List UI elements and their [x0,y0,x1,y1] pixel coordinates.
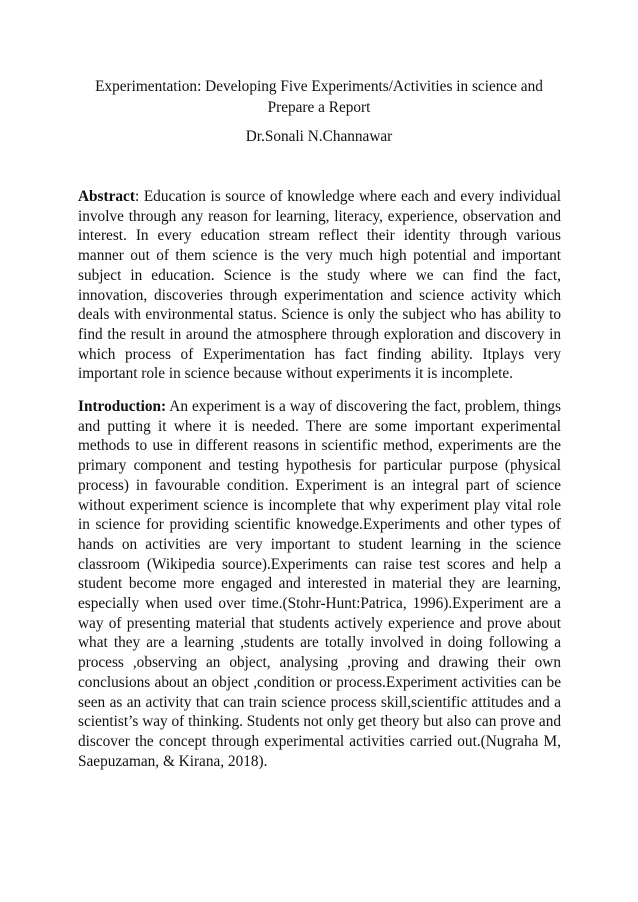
introduction-paragraph [78,397,561,771]
paper-title-line-1: Experimentation: Developing Five Experiments/Activities in science and [95,78,543,95]
abstract-text: : Education is source of knowledge where each and every individual involve through any reason for learning, literacy, experience, observation and interest. In every education stream reflect their identity through various manner out of them science is the very much high potential and important subject in education. Science is the study where we can find the fact, innovation, discoveries through experimentation and science activity which deals with environmental status. Science is only the subject who has ability to find the result in around the atmosphere through exploration and discovery in which process of Experimentation has fact finding ability. Itplays very important role in science because without experiments it is incomplete. [78,188,561,383]
paper-title-line-2: Prepare a Report [267,99,371,116]
paper-author: Dr.Sonali N.Channawar [245,128,393,145]
introduction-heading: Introduction: [78,398,167,415]
abstract-paragraph [78,187,561,384]
paper-title [60,76,578,118]
introduction-text: An experiment is a way of discovering the fact, problem, things and putting it where it is needed. There are some important experimental methods to use in different reasons in scientific method, experiments are the primary component and testing hypothesis for particular purpose (physical process) in favourable condition. Experiment is an integral part of science without experiment science is incomplete that why experiment play vital role in science for providing scientific knowedge.Experiments and other types of hands on activities are very important to student learning in the science classroom (Wikipedia source).Experiments can raise test scores and help a student become more engaged and interested in material they are learning, especially when used over time.(Stohr-Hunt:Patrica, 1996).Experiment are a way of presenting material that students actively experience and prove about what they are a learning ,students are totally involved in doing following a process ,observing an object, analysing ,proving and drawing their own conclusions about an object ,condition or process.Experiment activities can be seen as an activity that can train science process skill,scientific attitudes and a scientist’s way of thinking. Students not only get theory but also can prove and discover the concept through experimental activities carried out.(Nugraha M, Saepuzaman, & Kirana, 2018). [78,398,561,770]
abstract-heading: Abstract [78,188,135,205]
